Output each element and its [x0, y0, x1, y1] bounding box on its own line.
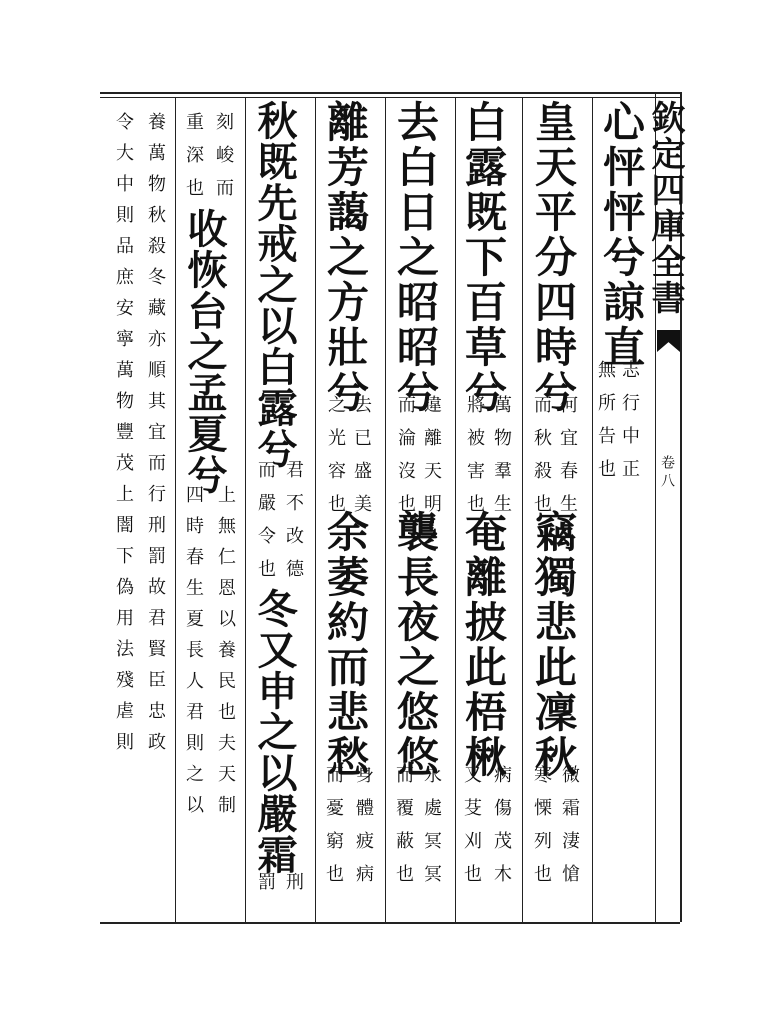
note-col3a2: 將被害也	[464, 395, 485, 527]
top-border-inner	[100, 97, 682, 98]
main-text-col6b: 冬又申之以嚴霜	[251, 588, 298, 875]
note-col4a2: 而淪沒也	[395, 395, 416, 527]
note-col4b1: 永處冥冥	[421, 765, 442, 897]
fish-tail-mark	[657, 330, 680, 352]
note-col1a: 志行中正	[619, 360, 640, 492]
col-divider	[175, 97, 176, 922]
main-text-col3a: 白露既下百草兮	[459, 100, 508, 415]
note-col3b2: 又芟刈也	[461, 765, 482, 897]
main-text-col4b: 襲長夜之悠悠	[391, 510, 440, 780]
note-col1b: 無所告也	[595, 360, 616, 492]
col-divider	[592, 97, 593, 922]
note-col6b1: 刑	[283, 872, 304, 905]
note-col7a2: 四時春生夏長人君則之以	[183, 485, 204, 826]
note-col6b2: 罰	[255, 872, 276, 905]
note-col3b1: 病傷茂木	[491, 765, 512, 897]
note-col2b1: 微霜淒愴	[559, 765, 580, 897]
note-col7a1: 上無仁恩以養民也夫天制	[215, 485, 236, 826]
note-col8b: 令大中則品庶安寧萬物豐茂上闇下偽用法殘虐則	[113, 112, 134, 763]
note-col5a1: 去已盛美	[351, 395, 372, 527]
col-divider	[455, 97, 456, 922]
note-col3a1: 萬物羣生	[491, 395, 512, 527]
note-col7pre1: 刻峻而	[213, 112, 234, 211]
note-col2b2: 寒慄列也	[531, 765, 552, 897]
col-divider	[385, 97, 386, 922]
volume-label: 卷八	[659, 455, 675, 491]
main-text-col3b: 奄離披此梧楸	[459, 510, 508, 780]
main-text-col5b: 余萎約而悲愁	[321, 510, 370, 780]
main-text-col1: 心怦怦兮諒直	[597, 100, 646, 370]
main-text-col2b: 竊獨悲此凜秋	[529, 510, 578, 780]
main-text-col2a: 皇天平分四時兮	[529, 100, 578, 415]
main-text-col6a: 秋既先戒之以白露兮	[251, 100, 298, 469]
bottom-border	[100, 922, 680, 924]
top-border	[100, 92, 682, 94]
note-col5b2: 而憂窮也	[323, 765, 344, 897]
note-col4a1: 違離天明	[421, 395, 442, 527]
book-title: 欽定四庫全書	[645, 100, 685, 316]
main-text-col4a: 去白日之昭昭兮	[391, 100, 440, 415]
note-col6a2: 而嚴令也	[255, 460, 276, 592]
note-col5a2: 之光容也	[325, 395, 346, 527]
col-divider	[315, 97, 316, 922]
col-divider	[245, 97, 246, 922]
note-col7pre2: 重深也	[183, 112, 204, 211]
note-col5b1: 身體疲病	[353, 765, 374, 897]
col-divider	[522, 97, 523, 922]
note-col4b2: 而覆蔽也	[393, 765, 414, 897]
note-col2a1: 何宜春生	[557, 395, 578, 527]
main-text-col7: 收恢台之孟夏兮	[181, 208, 228, 495]
main-text-col5a: 離芳藹之方壯兮	[321, 100, 370, 415]
note-col6a1: 君不改德	[283, 460, 304, 592]
note-col8a: 養萬物秋殺冬藏亦順其宜而行刑罰故君賢臣忠政	[145, 112, 166, 763]
note-col2a2: 而秋殺也	[531, 395, 552, 527]
